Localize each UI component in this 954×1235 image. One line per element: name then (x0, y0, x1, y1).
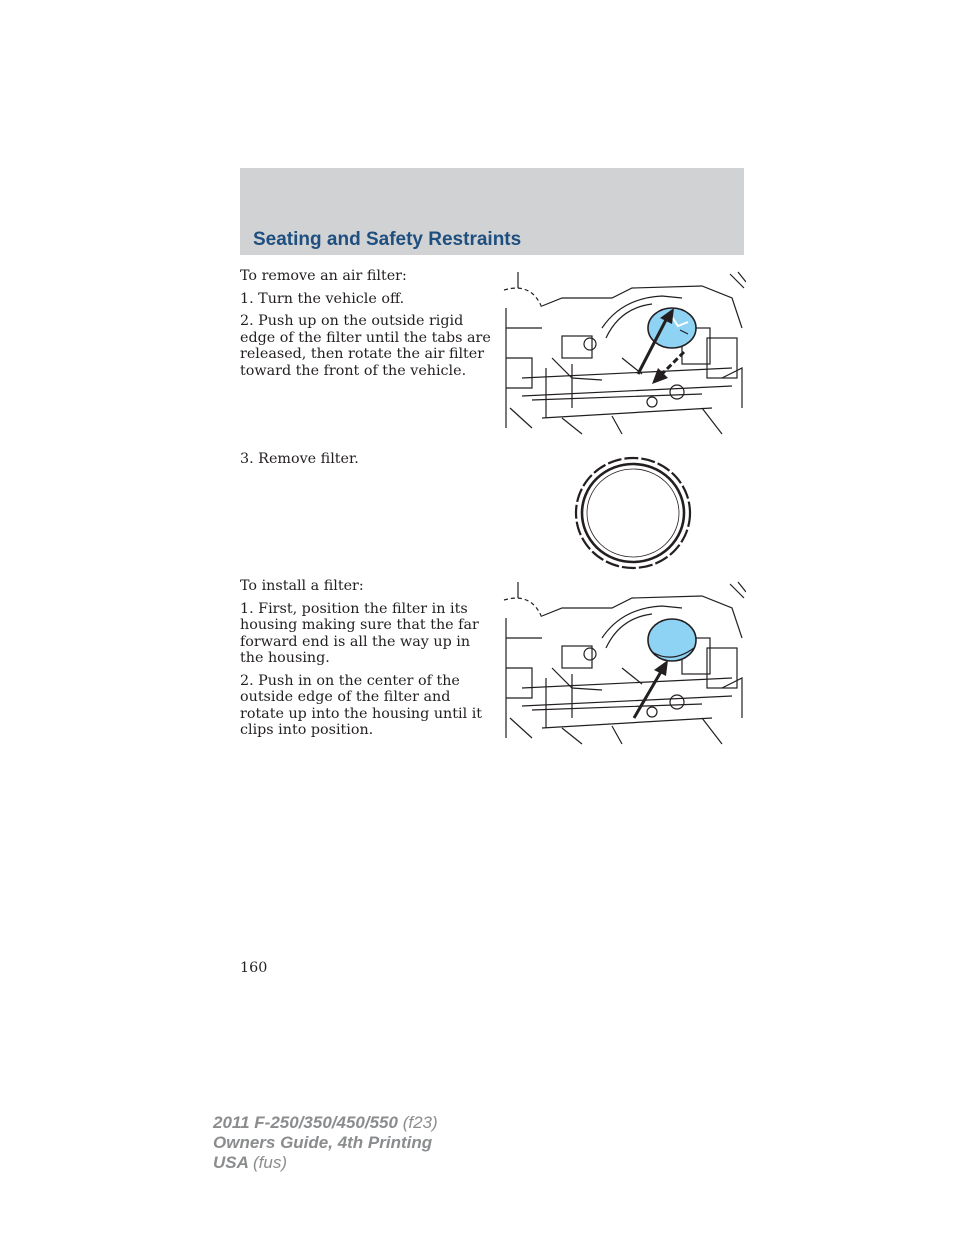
remove-step-3: 3. Remove filter. (240, 451, 359, 467)
remove-instructions (240, 268, 495, 385)
install-step-2: 2. Push in on the center of the outside edge of the filter and rotate up into the housing until it clips into position. (240, 672, 483, 738)
footer-model: 2011 F-250/350/450/550 (213, 1113, 398, 1132)
page-number: 160 (240, 960, 268, 976)
remove-step-3-block (240, 451, 495, 474)
section-header-band (240, 168, 744, 255)
install-intro: To install a filter: (240, 578, 364, 594)
footer-market: USA (213, 1153, 249, 1172)
air-filter-removal-illustration (502, 268, 746, 436)
remove-step-2: 2. Push up on the outside rigid edge of the filter until the tabs are released, then rotate the air filter toward the front of the vehicle. (240, 313, 491, 379)
footer-line-1 (213, 1113, 438, 1133)
section-title: Seating and Safety Restraints (253, 229, 522, 250)
install-step-1: 1. First, position the filter in its housing making sure that the far forward end is all the way up in the housing. (240, 600, 479, 666)
footer-model-code: (f23) (402, 1113, 438, 1132)
footer-line-3 (213, 1153, 438, 1173)
remove-intro: To remove an air filter: (240, 268, 407, 284)
air-filter-element-illustration (572, 454, 694, 572)
document-footer (213, 1113, 438, 1173)
footer-market-code: (fus) (253, 1153, 287, 1172)
install-instructions (240, 578, 495, 745)
remove-step-1: 1. Turn the vehicle off. (240, 290, 405, 307)
footer-line-2: Owners Guide, 4th Printing (213, 1133, 433, 1152)
air-filter-installation-illustration (502, 578, 746, 746)
